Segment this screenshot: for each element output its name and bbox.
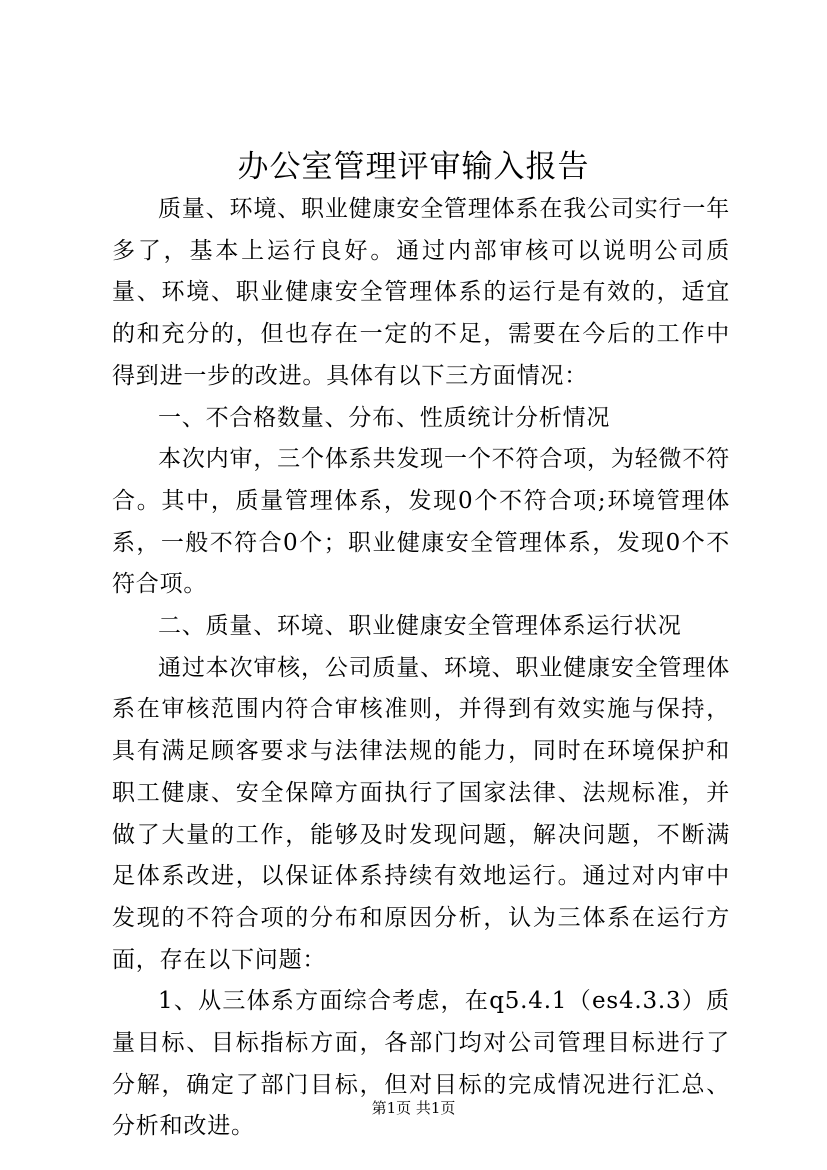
document-title: 办公室管理评审输入报告 xyxy=(237,149,590,185)
intro-paragraph: 质量、环境、职业健康安全管理体系在我公司实行一年多了，基本上运行良好。通过内部审核可以说明公司质量、环境、职业健康安全管理体系的运行是有效的，适宜的和充分的，但也存在一定的不足，需要在今后的工作中得到进一步的改进。具体有以下三方面情况： xyxy=(112,196,730,389)
section-heading-1: 一、不合格数量、分布、性质统计分析情况 xyxy=(158,404,611,431)
section-heading-2: 二、质量、环境、职业健康安全管理体系运行状况 xyxy=(158,613,682,640)
page-footer: 第1页 共1页 xyxy=(371,1099,456,1117)
system-status-paragraph: 通过本次审核，公司质量、环境、职业健康安全管理体系在审核范围内符合审核准则，并得到有效实施与保持，具有满足顾客要求与法律法规的能力，同时在环境保护和职工健康、安全保障方面执行了国家法律、法规标准，并做了大量的工作，能够及时发现问题，解决问题，不断满足体系改进，以保证体系持续有效地运行。通过对内审中发现的不符合项的分布和原因分析，认为三体系在运行方面，存在以下问题： xyxy=(112,654,730,973)
document-body xyxy=(112,189,730,1148)
issue-item-1: 1、从三体系方面综合考虑，在q5.4.1（es4.3.3）质量目标、目标指标方面，各部门均对公司管理目标进行了分解，确定了部门目标，但对目标的完成情况进行汇总、分析和改进。 xyxy=(112,988,730,1140)
audit-findings-paragraph: 本次内审，三个体系共发现一个不符合项，为轻微不符合。其中，质量管理体系，发现0个不符合项;环境管理体系，一般不符合0个；职业健康安全管理体系，发现0个不符合项。 xyxy=(112,446,730,598)
